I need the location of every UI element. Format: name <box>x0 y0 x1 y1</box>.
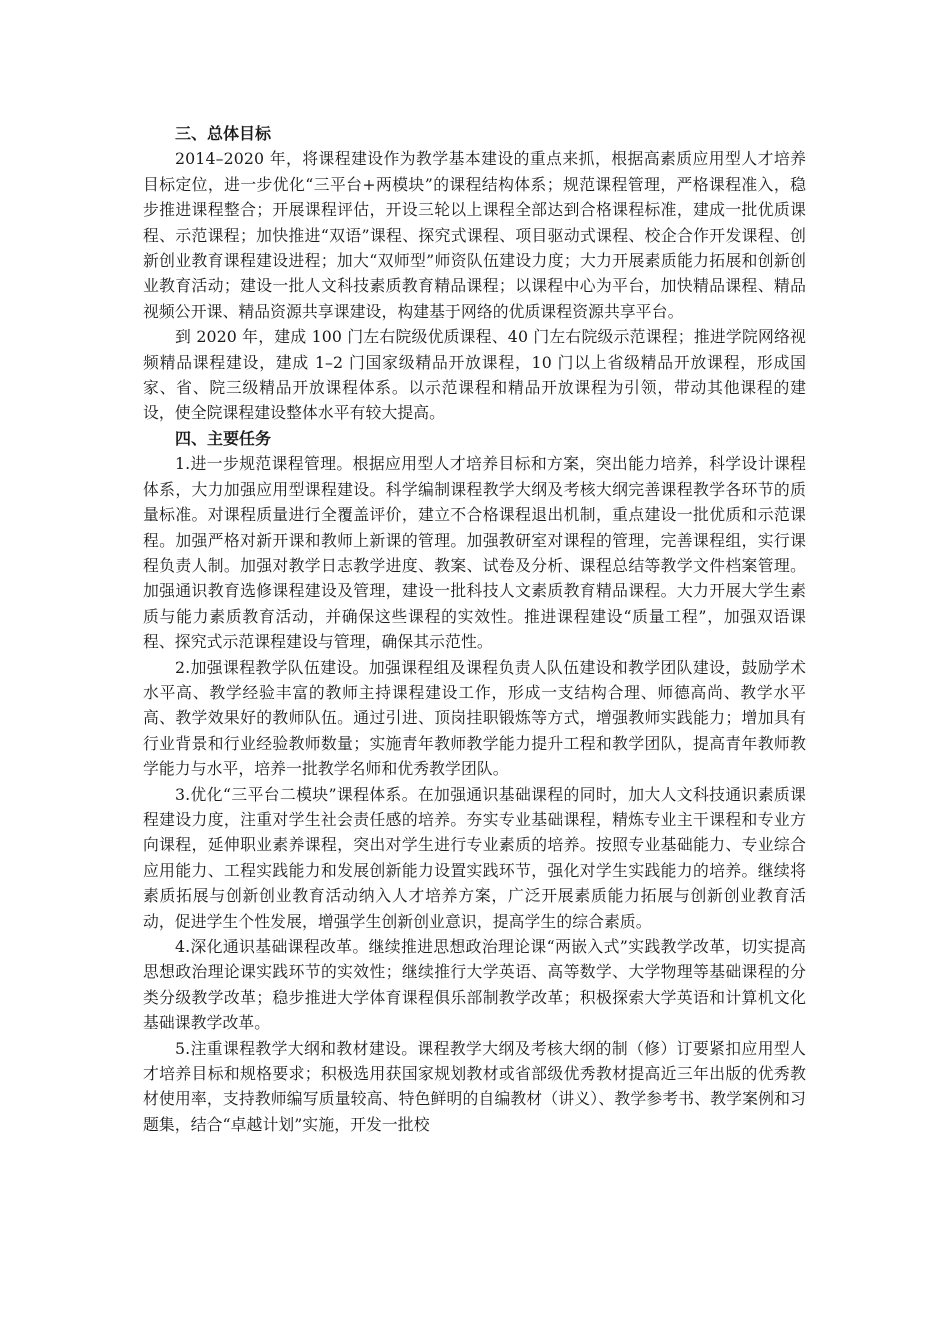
paragraph: 2014–2020 年，将课程建设作为教学基本建设的重点来抓，根据高素质应用型人才培养目标定位，进一步优化“三平台+两模块”的课程结构体系；规范课程管理，严格课程准入，稳步推进课程整合；开展课程评估，开设三轮以上课程全部达到合格课程标准，建成一批优质课程、示范课程；加快推进“双语”课程、探究式课程、项目驱动式课程、校企合作开发课程、创新创业教育课程建设进程；加大“双师型”师资队伍建设力度；大力开展素质能力拓展和创新创业教育活动；建设一批人文科技素质教育精品课程；以课程中心为平台，加快精品课程、精品视频公开课、精品资源共享课建设，构建基于网络的优质课程资源共享平台。 <box>143 149 806 321</box>
paragraph: 5.注重课程教学大纲和教材建设。课程教学大纲及考核大纲的制（修）订要紧扣应用型人才培养目标和规格要求；积极选用获国家规划教材或省部级优秀教材提高近三年出版的优秀教材使用率，支持教师编写质量较高、特色鲜明的自编教材（讲义）、教学参考书、教学案例和习题集，结合“卓越计划”实施，开发一批校 <box>143 1038 806 1134</box>
paragraph: 2.加强课程教学队伍建设。加强课程组及课程负责人队伍建设和教学团队建设，鼓励学术水平高、教学经验丰富的教师主持课程建设工作，形成一支结构合理、师德高尚、教学水平高、教学效果好的教师队伍。通过引进、顶岗挂职锻炼等方式，增强教师实践能力；增加具有行业背景和行业经验教师数量；实施青年教师教学能力提升工程和教学团队，提高青年教师教学能力与水平，培养一批教学名师和优秀教学团队。 <box>143 657 806 779</box>
paragraph: 4.深化通识基础课程改革。继续推进思想政治理论课“两嵌入式”实践教学改革，切实提高思想政治理论课实践环节的实效性；继续推行大学英语、高等数学、大学物理等基础课程的分类分级教学改革；稳步推进大学体育课程俱乐部制教学改革；积极探索大学英语和计算机文化基础课教学改革。 <box>143 937 806 1033</box>
paragraph: 3.优化“三平台二模块”课程体系。在加强通识基础课程的同时，加大人文科技通识素质课程建设力度，注重对学生社会责任感的培养。夯实专业基础课程，精炼专业主干课程和专业方向课程，延伸职业素养课程，突出对学生进行专业素质的培养。按照专业基础能力、专业综合应用能力、工程实践能力和发展创新能力设置实践环节，强化对学生实践能力的培养。继续将素质拓展与创新创业教育活动纳入人才培养方案，广泛开展素质能力拓展与创新创业教育活动，促进学生个性发展，增强学生创新创业意识，提高学生的综合素质。 <box>143 784 806 931</box>
paragraph: 1.进一步规范课程管理。根据应用型人才培养目标和方案，突出能力培养，科学设计课程体系，大力加强应用型课程建设。科学编制课程教学大纲及考核大纲完善课程教学各环节的质量标准。对课程质量进行全覆盖评价，建立不合格课程退出机制，重点建设一批优质和示范课程。加强严格对新开课和教师上新课的管理。加强教研室对课程的管理，完善课程组，实行课程负责人制。加强对教学日志教学进度、教案、试卷及分析、课程总结等教学文件档案管理。加强通识教育选修课程建设及管理，建设一批科技人文素质教育精品课程。大力开展大学生素质与能力素质教育活动，并确保这些课程的实效性。推进课程建设“质量工程”，加强双语课程、探究式示范课程建设与管理，确保其示范性。 <box>143 454 806 652</box>
document-body <box>143 121 806 1137</box>
section-heading-main-tasks: 四、主要任务 <box>175 428 272 448</box>
paragraph: 到 2020 年，建成 100 门左右院级优质课程、40 门左右院级示范课程；推进学院网络视频精品课程建设，建成 1–2 门国家级精品开放课程，10 门以上省级精品开放课程，形成国家、省、院三级精品开放课程体系。以示范课程和精品开放课程为引领，带动其他课程的建设，使全院课程建设整体水平有较大提高。 <box>143 327 806 423</box>
section-heading-overall-goals: 三、总体目标 <box>175 124 272 143</box>
